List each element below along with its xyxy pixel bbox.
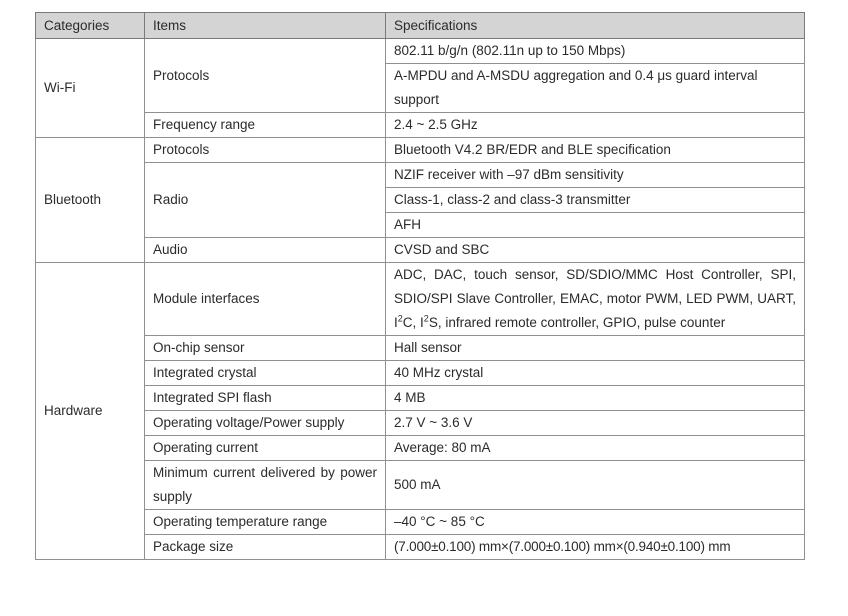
spec-hw-crystal: 40 MHz crystal bbox=[386, 361, 805, 386]
category-bluetooth: Bluetooth bbox=[36, 138, 145, 263]
spec-hw-module-interfaces bbox=[386, 263, 805, 336]
table-row bbox=[36, 336, 805, 361]
spec-bt-radio-2: Class-1, class-2 and class-3 transmitter bbox=[386, 188, 805, 213]
spec-hw-on-chip-sensor: Hall sensor bbox=[386, 336, 805, 361]
table-row bbox=[36, 113, 805, 138]
table-row bbox=[36, 361, 805, 386]
spec-bt-protocols: Bluetooth V4.2 BR/EDR and BLE specification bbox=[386, 138, 805, 163]
item-bt-protocols: Protocols bbox=[145, 138, 386, 163]
table-row bbox=[36, 386, 805, 411]
item-wifi-protocols: Protocols bbox=[145, 39, 386, 113]
spec-bt-radio-1: NZIF receiver with –97 dBm sensitivity bbox=[386, 163, 805, 188]
table-row bbox=[36, 535, 805, 560]
spec-hw-temperature: –40 °C ~ 85 °C bbox=[386, 510, 805, 535]
spec-hw-current: Average: 80 mA bbox=[386, 436, 805, 461]
item-hw-temperature: Operating temperature range bbox=[145, 510, 386, 535]
header-row bbox=[36, 13, 805, 39]
item-hw-spi-flash: Integrated SPI flash bbox=[145, 386, 386, 411]
superscript-2: 2 bbox=[397, 313, 403, 324]
spec-wifi-protocols-1: 802.11 b/g/n (802.11n up to 150 Mbps) bbox=[386, 39, 805, 64]
item-hw-voltage: Operating voltage/Power supply bbox=[145, 411, 386, 436]
spec-hw-package: (7.000±0.100) mm×(7.000±0.100) mm×(0.940±0.100) mm bbox=[386, 535, 805, 560]
header-specifications: Specifications bbox=[386, 13, 805, 39]
spec-hw-module-interfaces-part1: ADC, DAC, touch sensor, SD/SDIO/MMC Host Controller, SPI, SDIO/SPI Slave Controller, EMAC, motor PWM, LED PWM, UART, I bbox=[394, 267, 796, 330]
spec-hw-voltage: 2.7 V ~ 3.6 V bbox=[386, 411, 805, 436]
spec-hw-min-current: 500 mA bbox=[386, 461, 805, 510]
spec-hw-module-interfaces-part2: C, I bbox=[402, 315, 424, 330]
table-row bbox=[36, 163, 805, 188]
item-hw-crystal: Integrated crystal bbox=[145, 361, 386, 386]
table-row bbox=[36, 510, 805, 535]
item-hw-module-interfaces: Module interfaces bbox=[145, 263, 386, 336]
spec-hw-spi-flash: 4 MB bbox=[386, 386, 805, 411]
item-bt-audio: Audio bbox=[145, 238, 386, 263]
specifications-table bbox=[35, 12, 805, 560]
table-row bbox=[36, 263, 805, 336]
table-row bbox=[36, 238, 805, 263]
item-wifi-frequency: Frequency range bbox=[145, 113, 386, 138]
category-hardware: Hardware bbox=[36, 263, 145, 560]
table-row bbox=[36, 436, 805, 461]
header-categories: Categories bbox=[36, 13, 145, 39]
table-row bbox=[36, 39, 805, 64]
table-row bbox=[36, 461, 805, 510]
item-hw-on-chip-sensor: On-chip sensor bbox=[145, 336, 386, 361]
spec-hw-module-interfaces-part3: S, infrared remote controller, GPIO, pulse counter bbox=[428, 315, 726, 330]
item-hw-current: Operating current bbox=[145, 436, 386, 461]
table-row bbox=[36, 138, 805, 163]
item-hw-min-current: Minimum current delivered by power supply bbox=[145, 461, 386, 510]
category-wifi: Wi-Fi bbox=[36, 39, 145, 138]
header-items: Items bbox=[145, 13, 386, 39]
item-bt-radio: Radio bbox=[145, 163, 386, 238]
spec-bt-radio-3: AFH bbox=[386, 213, 805, 238]
spec-wifi-protocols-2: A-MPDU and A-MSDU aggregation and 0.4 μs guard interval support bbox=[386, 64, 805, 113]
table-row bbox=[36, 411, 805, 436]
item-hw-package: Package size bbox=[145, 535, 386, 560]
superscript-2: 2 bbox=[423, 313, 429, 324]
spec-wifi-frequency: 2.4 ~ 2.5 GHz bbox=[386, 113, 805, 138]
spec-bt-audio: CVSD and SBC bbox=[386, 238, 805, 263]
